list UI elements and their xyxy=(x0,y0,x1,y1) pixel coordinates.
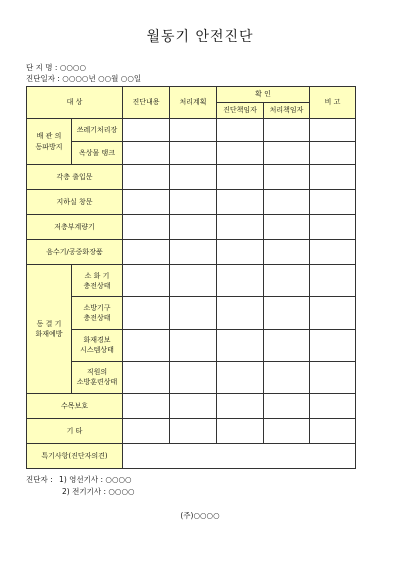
diagnosis-date-label: 진단일자 : xyxy=(26,74,60,83)
table-cell[interactable] xyxy=(217,240,264,265)
table-cell[interactable] xyxy=(170,329,217,361)
table-cell[interactable] xyxy=(123,329,170,361)
row-label-entrances: 각층 출입문 xyxy=(27,165,123,190)
table-cell[interactable] xyxy=(310,418,356,443)
row-label-fire-drill: 직원의 소방훈련상태 xyxy=(72,361,123,393)
table-cell[interactable] xyxy=(217,361,264,393)
table-cell[interactable] xyxy=(123,297,170,329)
table-cell[interactable] xyxy=(123,119,170,142)
inspection-table xyxy=(26,86,356,469)
table-cell[interactable] xyxy=(170,240,217,265)
row-label-basement-windows: 지하실 창문 xyxy=(27,190,123,215)
table-cell[interactable] xyxy=(217,119,264,142)
row-label-fire-alarm: 화재경보 시스템상태 xyxy=(72,329,123,361)
table-cell[interactable] xyxy=(264,265,310,297)
table-cell[interactable] xyxy=(310,190,356,215)
site-name-label: 단 지 명 : xyxy=(26,63,58,72)
header-action-person: 처리책임자 xyxy=(264,103,310,119)
table-cell[interactable] xyxy=(123,165,170,190)
table-cell[interactable] xyxy=(310,329,356,361)
diagnosis-date-value: ○○○○년 ○○월 ○○일 xyxy=(62,74,142,83)
table-cell[interactable] xyxy=(310,393,356,418)
inspector-label: 진단자 : xyxy=(26,475,53,484)
table-cell[interactable] xyxy=(170,361,217,393)
inspector-electrical: 2) 전기기사 : ○○○○ xyxy=(62,487,135,496)
table-cell[interactable] xyxy=(264,361,310,393)
table-cell[interactable] xyxy=(310,165,356,190)
row-label-water-fountain: 음수기/공중화장품 xyxy=(27,240,123,265)
group-fire-prevention: 동 결 기 화재예방 xyxy=(27,265,72,393)
table-cell[interactable] xyxy=(170,393,217,418)
table-cell[interactable] xyxy=(170,142,217,165)
company-name: (주)○○○○ xyxy=(180,511,220,520)
table-cell[interactable] xyxy=(170,165,217,190)
table-cell[interactable] xyxy=(170,119,217,142)
table-cell[interactable] xyxy=(170,418,217,443)
table-cell[interactable] xyxy=(217,165,264,190)
row-label-extinguisher: 소 화 기 충전상태 xyxy=(72,265,123,297)
table-cell[interactable] xyxy=(123,215,170,240)
table-cell[interactable] xyxy=(217,215,264,240)
header-action-plan: 처리계획 xyxy=(170,87,217,119)
table-cell[interactable] xyxy=(264,165,310,190)
row-label-garbage: 쓰레기처리장 xyxy=(72,119,123,142)
table-cell[interactable] xyxy=(170,297,217,329)
site-name-line xyxy=(26,62,86,73)
table-cell[interactable] xyxy=(310,297,356,329)
table-cell[interactable] xyxy=(217,418,264,443)
table-cell[interactable] xyxy=(123,361,170,393)
table-cell[interactable] xyxy=(123,265,170,297)
table-cell[interactable] xyxy=(264,190,310,215)
diagnosis-date-line xyxy=(26,73,141,84)
table-cell[interactable] xyxy=(264,215,310,240)
table-cell[interactable] xyxy=(310,361,356,393)
table-cell[interactable] xyxy=(217,393,264,418)
header-remarks: 비 고 xyxy=(310,87,356,119)
row-label-rooftop-tank: 옥상물 탱크 xyxy=(72,142,123,165)
inspector-construction: 1) 영선기사 : ○○○○ xyxy=(59,475,132,484)
table-cell[interactable] xyxy=(310,119,356,142)
table-cell[interactable] xyxy=(264,393,310,418)
row-label-tree-protection: 수목보호 xyxy=(27,393,123,418)
table-cell[interactable] xyxy=(217,142,264,165)
document-title: 월동기 안전진단 xyxy=(146,29,254,45)
table-cell[interactable] xyxy=(123,240,170,265)
table-cell[interactable] xyxy=(264,240,310,265)
special-notes-field[interactable] xyxy=(123,443,356,468)
table-cell[interactable] xyxy=(123,418,170,443)
table-cell[interactable] xyxy=(123,190,170,215)
table-cell[interactable] xyxy=(123,142,170,165)
row-label-special-notes: 특기사항(진단자의견) xyxy=(27,443,123,468)
row-label-meters: 저층부계량기 xyxy=(27,215,123,240)
table-cell[interactable] xyxy=(123,393,170,418)
header-diagnosis-person: 진단책임자 xyxy=(217,103,264,119)
table-cell[interactable] xyxy=(310,265,356,297)
table-cell[interactable] xyxy=(264,418,310,443)
row-label-fire-equipment: 소방기구 충전상태 xyxy=(72,297,123,329)
table-cell[interactable] xyxy=(264,297,310,329)
inspector-line-1 xyxy=(26,474,132,485)
table-cell[interactable] xyxy=(170,190,217,215)
table-cell[interactable] xyxy=(170,215,217,240)
group-frost-prevention: 배 관 의 동파방지 xyxy=(27,119,72,165)
row-label-other: 기 타 xyxy=(27,418,123,443)
table-cell[interactable] xyxy=(217,329,264,361)
header-diagnosis: 진단내용 xyxy=(123,87,170,119)
site-name-value: ○○○○ xyxy=(59,63,86,72)
table-cell[interactable] xyxy=(310,142,356,165)
table-cell[interactable] xyxy=(264,329,310,361)
header-confirm: 확 인 xyxy=(217,87,310,103)
table-cell[interactable] xyxy=(264,119,310,142)
table-cell[interactable] xyxy=(217,265,264,297)
header-target: 대 상 xyxy=(27,87,123,119)
table-cell[interactable] xyxy=(264,142,310,165)
table-cell[interactable] xyxy=(310,240,356,265)
table-cell[interactable] xyxy=(310,215,356,240)
table-cell[interactable] xyxy=(217,297,264,329)
table-cell[interactable] xyxy=(170,265,217,297)
table-cell[interactable] xyxy=(217,190,264,215)
